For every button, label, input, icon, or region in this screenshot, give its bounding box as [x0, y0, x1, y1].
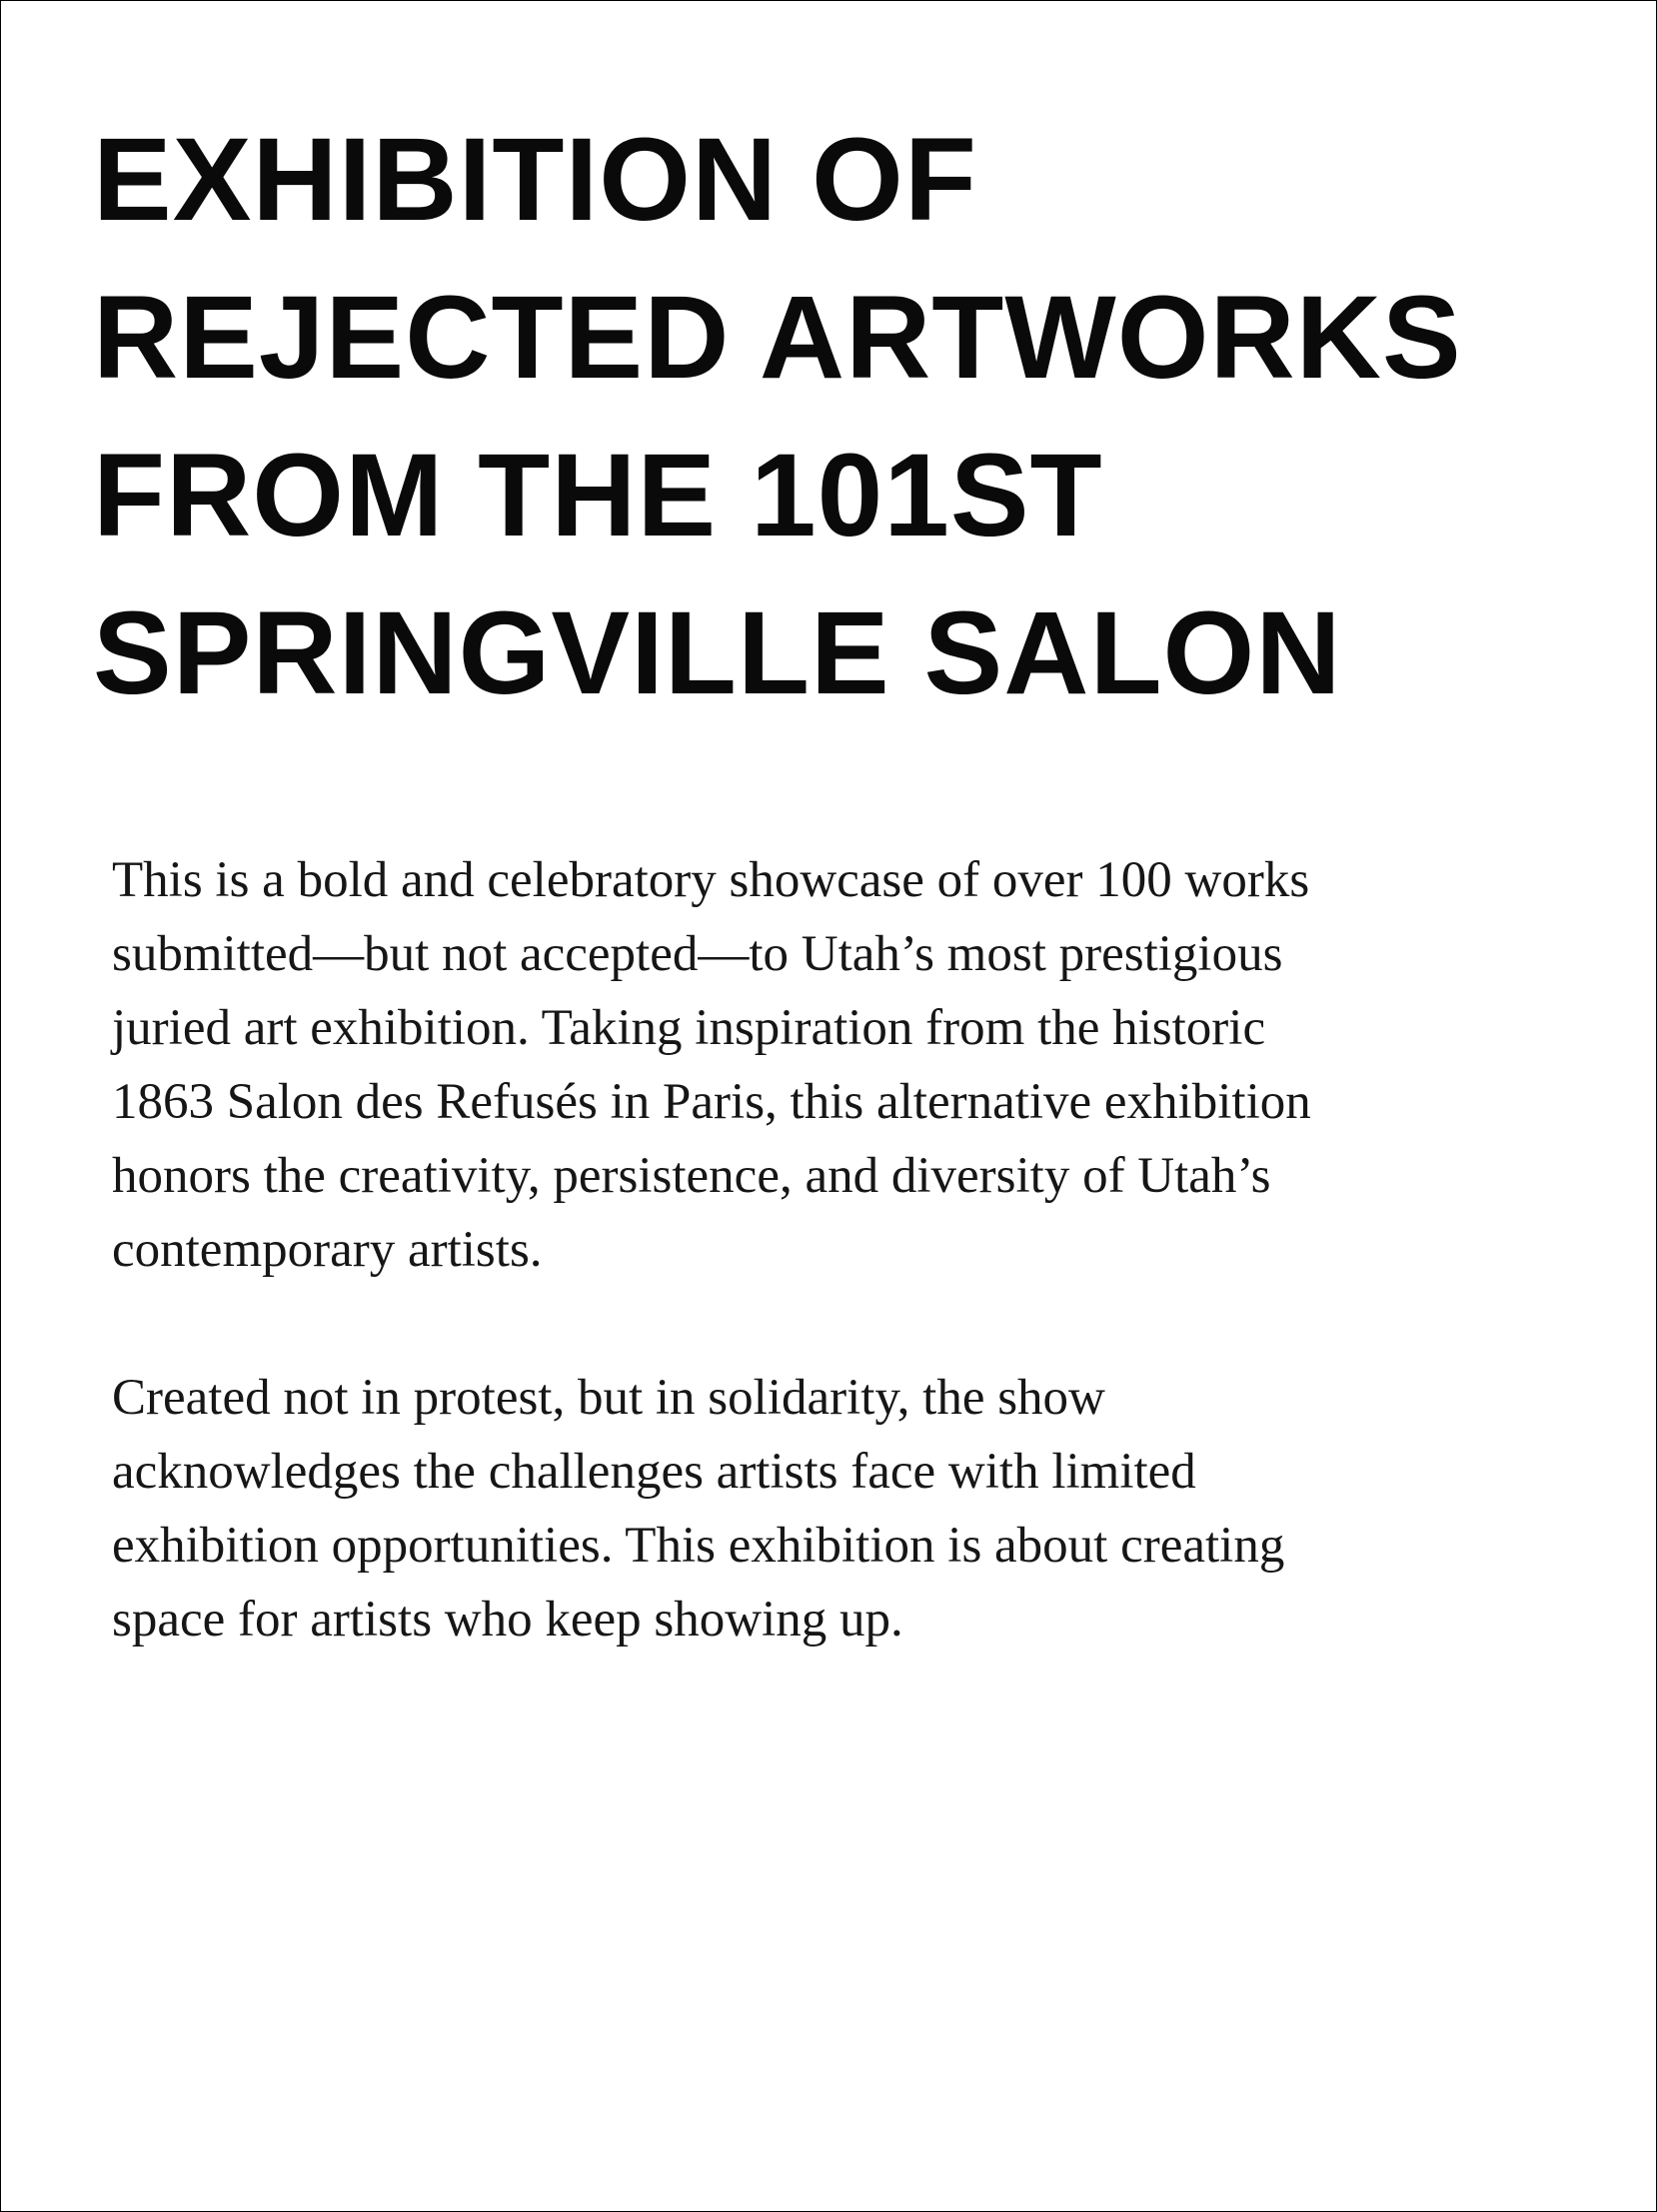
paragraph-line: juried art exhibition. Taking inspiration from the historic: [112, 1000, 1266, 1056]
paragraph-line: space for artists who keep showing up.: [112, 1592, 903, 1648]
solidarity-paragraph: [112, 1361, 1591, 1657]
paragraph-line: submitted—but not accepted—to Utah’s most prestigious: [112, 926, 1283, 982]
paragraph-line: acknowledges the challenges artists face with limited: [112, 1444, 1196, 1500]
title-line: SPRINGVILLE SALON: [93, 587, 1342, 719]
paragraph-line: 1863 Salon des Refusés in Paris, this alternative exhibition: [112, 1074, 1311, 1130]
title-line: EXHIBITION OF: [93, 114, 977, 246]
paragraph-line: contemporary artists.: [112, 1222, 543, 1278]
page-title: [93, 101, 1632, 732]
title-line: REJECTED ARTWORKS: [93, 272, 1462, 404]
title-line: FROM THE 101ST: [93, 430, 1103, 561]
paragraph-line: Created not in protest, but in solidarity, the show: [112, 1370, 1105, 1426]
paragraph-line: exhibition opportunities. This exhibition is about creating: [112, 1518, 1285, 1574]
paragraph-line: This is a bold and celebratory showcase of over 100 works: [112, 852, 1310, 908]
description-paragraph: [112, 843, 1591, 1287]
paragraph-line: honors the creativity, persistence, and diversity of Utah’s: [112, 1148, 1271, 1204]
